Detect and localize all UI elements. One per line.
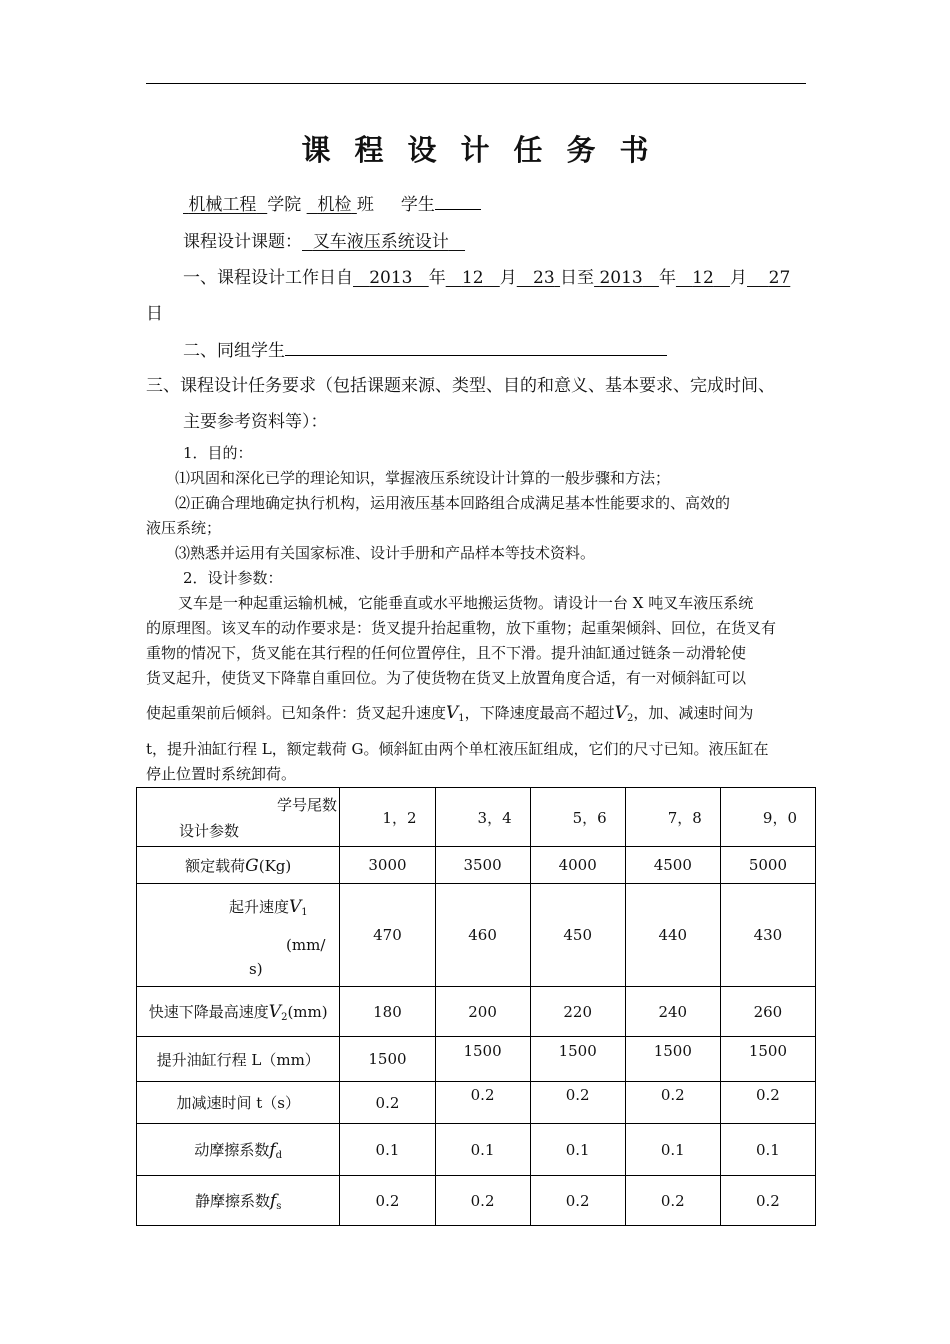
table-cell: 240 [625,987,720,1037]
document-title [0,128,950,169]
design-paragraph-line-7: 停止位置时系统卸荷。 [146,765,297,783]
table-row [137,1124,816,1176]
title-char: 程 [354,133,384,167]
table-cell: 3500 [435,847,530,884]
table-cell: 0.2 [625,1082,720,1124]
header-design-params: 设计参数 [179,822,240,840]
row-label-accel-time: 加减速时间 t（s） [137,1082,340,1124]
column-header: 5，6 [530,788,625,847]
header-rule [146,83,806,84]
column-header: 9，0 [720,788,815,847]
table-cell: 0.2 [530,1082,625,1124]
group-line [183,336,667,361]
design-heading: 2．设计参数： [183,569,283,587]
topic-label: 课程设计课题： [183,232,302,252]
table-cell: 0.2 [720,1082,815,1124]
student-label: 学生 [400,195,435,215]
class-suffix: 班 [356,195,374,215]
table-cell: 440 [625,884,720,987]
start-month: 12 [461,268,484,288]
header-student-number: 学号尾数 [277,796,338,814]
title-char: 计 [460,133,490,167]
college-suffix: 学院 [267,195,302,215]
table-cell: 4000 [530,847,625,884]
table-cell: 430 [720,884,815,987]
start-day: 23 [533,268,555,288]
table-cell: 0.2 [340,1176,435,1226]
group-label: 二、同组学生 [183,341,285,361]
class-field: 机检 [317,195,352,215]
title-char: 任 [513,133,543,167]
table-cell: 0.2 [435,1176,530,1226]
design-paragraph-line-1: 叉车是一种起重运输机械，它能垂直或水平地搬运货物。请设计一台 X 吨叉车液压系统 [178,594,754,612]
table-cell: 1500 [340,1037,435,1082]
group-blank [285,339,667,356]
table-cell: 0.1 [435,1124,530,1176]
schedule-day-word: 日 [146,304,163,324]
purpose-heading: 1．目的： [183,444,253,462]
table-cell: 0.1 [530,1124,625,1176]
end-month: 12 [692,268,714,288]
schedule-prefix: 一、课程设计工作日自 [183,268,353,288]
table-row [137,987,816,1037]
purpose-item-1: ⑴巩固和深化已学的理论知识，掌握液压系统设计计算的一般步骤和方法； [175,469,671,487]
end-year: 2013 [599,268,643,288]
table-cell: 450 [530,884,625,987]
table-cell: 0.2 [530,1176,625,1226]
requirements-line-1: 三、课程设计任务要求（包括课题来源、类型、目的和意义、基本要求、完成时间、 [146,376,775,396]
start-year: 2013 [369,268,413,288]
table-row [137,1082,816,1124]
header-corner-cell [137,788,340,847]
table-cell: 0.2 [340,1082,435,1124]
title-char: 务 [566,133,596,167]
title-char: 书 [619,133,649,167]
row-label-rise-speed: 起升速度$V_1$ (mm/ s) [137,884,340,987]
table-cell: 0.2 [625,1176,720,1226]
table-cell: 0.1 [720,1124,815,1176]
purpose-item-3: ⑶熟悉并运用有关国家标准、设计手册和产品样本等技术资料。 [175,544,596,562]
table-cell: 1500 [720,1037,815,1082]
table-cell: 5000 [720,847,815,884]
column-header: 7，8 [625,788,720,847]
table-cell: 1500 [530,1037,625,1082]
row-label-static-friction: 静摩擦系数$f_s$ [137,1176,340,1226]
table-row [137,1037,816,1082]
purpose-item-2a: ⑵正确合理地确定执行机构，运用液压基本回路组合成满足基本性能要求的、高效的 [175,494,731,512]
title-char: 设 [407,133,437,167]
v2-symbol: $V_2$ [614,703,634,724]
table-cell: 0.2 [435,1082,530,1124]
table-cell: 0.1 [340,1124,435,1176]
table-cell: 470 [340,884,435,987]
row-label-stroke: 提升油缸行程 L（mm） [137,1037,340,1082]
table-cell: 220 [530,987,625,1037]
column-header: 1，2 [340,788,435,847]
row-label-dynamic-friction: 动摩擦系数$f_d$ [137,1124,340,1176]
table-cell: 1500 [435,1037,530,1082]
table-cell: 180 [340,987,435,1037]
end-day: 27 [768,268,791,288]
design-paragraph-line-6: t，提升油缸行程 L，额定载荷 G。倾斜缸由两个单杠液压缸组成，它们的尺寸已知。液压缸在 [146,740,769,758]
v1-symbol: $V_1$ [446,703,465,724]
design-paragraph-line-5: 使起重架前后倾斜。已知条件：货叉起升速度$V_1$，下降速度最高不超过$V_2$，加、减速时间为 [146,703,754,724]
table-cell: 1500 [625,1037,720,1082]
table-cell: 4500 [625,847,720,884]
college-field: 机械工程 [188,195,257,215]
table-cell: 0.2 [720,1176,815,1226]
table-cell: 0.1 [625,1124,720,1176]
design-paragraph-line-2: 的原理图。该叉车的动作要求是：货叉提升抬起重物，放下重物；起重架倾斜、回位，在货叉有 [146,619,777,637]
design-paragraph-line-4: 货叉起升，使货叉下降靠自重回位。为了使货物在货叉上放置角度合适，有一对倾斜缸可以 [146,669,747,687]
requirements-line-2: 主要参考资料等）： [183,412,328,432]
college-class-line [183,190,481,215]
table-row [137,847,816,884]
table-row [137,1176,816,1226]
table-row [137,884,816,987]
column-header: 3，4 [435,788,530,847]
design-paragraph-line-3: 重物的情况下，货叉能在其行程的任何位置停住，且不下滑。提升油缸通过链条－动滑轮使 [146,644,747,662]
table-cell: 200 [435,987,530,1037]
table-cell: 460 [435,884,530,987]
student-blank [435,193,481,210]
schedule-line: 一、课程设计工作日自 2013 年 12 月 23 日至 2013 年 12 月 27 [183,268,791,288]
row-label-fall-speed: 快速下降最高速度$V_2(mm)$ [137,987,340,1037]
topic-value: 叉车液压系统设计 [312,232,449,252]
title-char: 课 [301,133,331,167]
row-label-load: 额定载荷G(Kg) [137,847,340,884]
topic-line [183,227,465,252]
table-header-row [137,788,816,847]
table-cell: 260 [720,987,815,1037]
purpose-item-2b: 液压系统； [146,519,222,537]
parameter-table [136,787,816,1226]
table-cell: 3000 [340,847,435,884]
